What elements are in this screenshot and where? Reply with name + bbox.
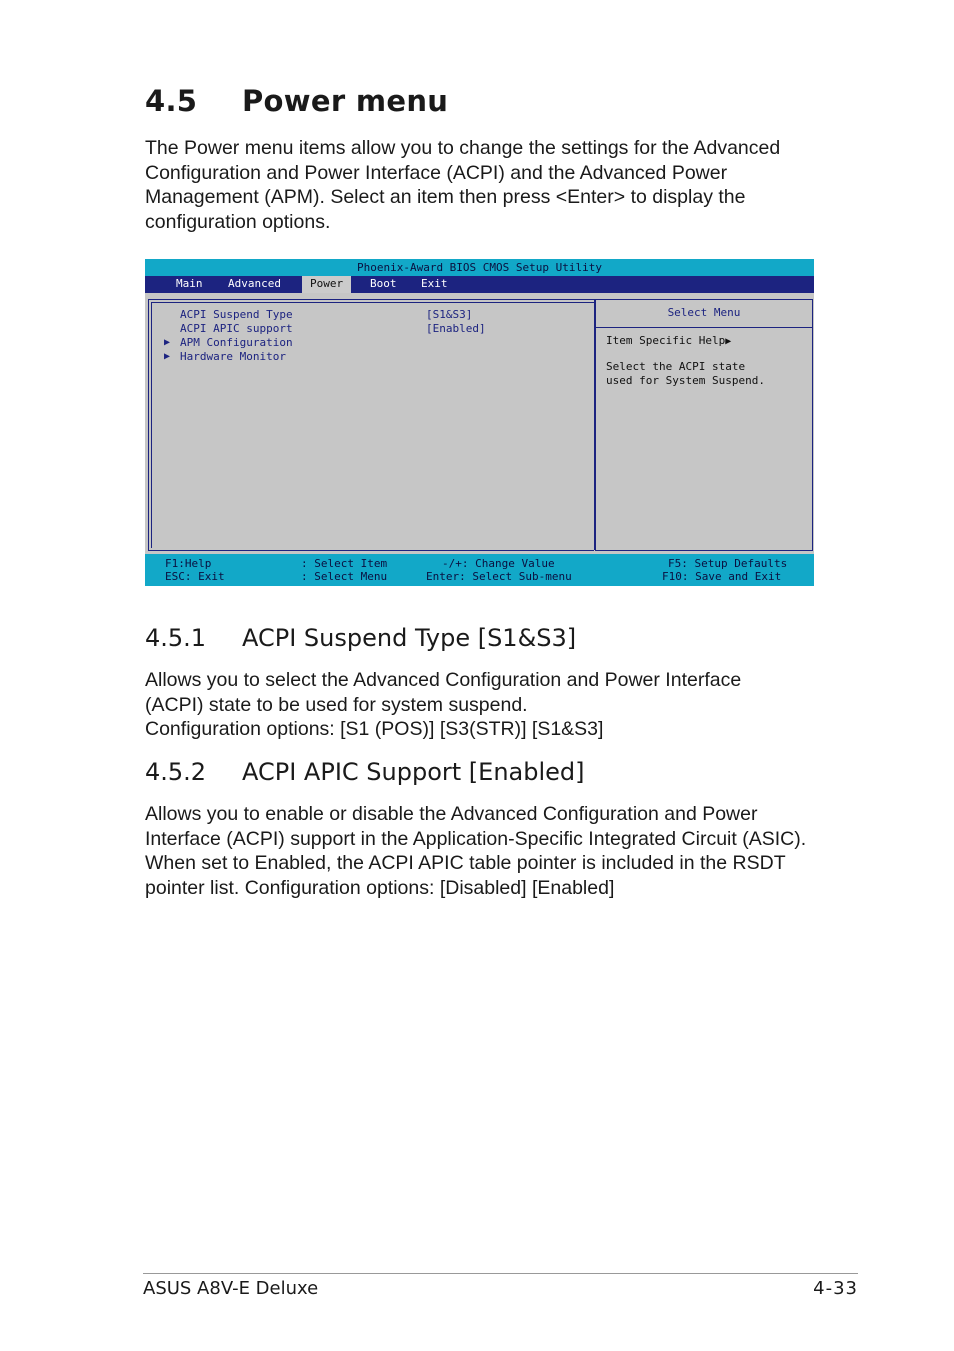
footer-rule: [143, 1273, 858, 1274]
bios-select-menu-label: Select Menu: [596, 300, 812, 328]
bios-title-bar: Phoenix-Award BIOS CMOS Setup Utility: [145, 259, 814, 276]
bios-help-title: [606, 334, 731, 349]
bios-help-title-text: Item Specific Help: [606, 334, 726, 347]
bios-help-text: Select the ACPI state used for System Suspend.: [606, 360, 765, 387]
bios-footer: [145, 554, 814, 586]
footer-f1-help: F1:Help: [165, 557, 212, 570]
submenu-arrow-icon: ▶: [164, 337, 171, 348]
intro-paragraph: The Power menu items allow you to change the settings for the Advanced Configuration and Power Interface (ACPI) and the Advanced Power Management (APM). Select an item then press <Enter> to display the configuration options.: [145, 137, 781, 233]
submenu-arrow-icon: ▶: [164, 351, 171, 362]
subsection-title: ACPI Suspend Type [S1&S3]: [242, 624, 577, 652]
footer-select-submenu: Enter: Select Sub-menu: [426, 570, 572, 583]
bios-item-label: APM Configuration: [180, 336, 293, 349]
bios-menu-boot[interactable]: Boot: [370, 277, 397, 290]
acpi-apic-description: Allows you to enable or disable the Advanced Configuration and Power Interface (ACPI) support in the Application-Specific Integrated Circuit (ASIC). When set to Enabled, the ACPI APIC table pointer is included in the RSDT pointer list. Configuration options: [Disabled] [Enabled]: [145, 803, 807, 899]
bios-value-acpi-suspend-type[interactable]: [S1&S3]: [426, 308, 473, 321]
bios-item-acpi-apic-support[interactable]: ACPI APIC support: [180, 322, 293, 335]
subsection-heading-acpi-suspend: [145, 624, 576, 652]
subsection-number: 4.5.1: [145, 624, 207, 652]
subsection-number: 4.5.2: [145, 758, 207, 786]
footer-setup-defaults: F5: Setup Defaults: [668, 557, 788, 570]
acpi-suspend-options: Configuration options: [S1 (POS)] [S3(STR)] [S1&S3]: [145, 718, 604, 740]
footer-change-value: -/+: Change Value: [442, 557, 555, 570]
bios-item-acpi-suspend-type[interactable]: ACPI Suspend Type: [180, 308, 293, 321]
bios-value-acpi-apic-support[interactable]: [Enabled]: [426, 322, 486, 335]
subsection-heading-acpi-apic: [145, 758, 585, 786]
help-arrow-icon: ▶: [725, 336, 732, 347]
bios-menu-main[interactable]: Main: [176, 277, 203, 290]
bios-menu-advanced[interactable]: Advanced: [228, 277, 281, 290]
footer-page-number: 4-33: [813, 1278, 858, 1299]
footer-product-name: ASUS A8V-E Deluxe: [143, 1278, 319, 1299]
bios-screenshot: [145, 259, 814, 586]
subsection-title: ACPI APIC Support [Enabled]: [242, 758, 585, 786]
bios-menu-bar: [145, 276, 814, 293]
bios-item-hardware-monitor[interactable]: [164, 350, 286, 364]
footer-select-menu: : Select Menu: [301, 570, 388, 583]
footer-esc-exit: ESC: Exit: [165, 570, 225, 583]
bios-item-label: Hardware Monitor: [180, 350, 286, 363]
section-number: 4.5: [145, 84, 198, 118]
section-title: Power menu: [242, 84, 449, 118]
acpi-suspend-description: Allows you to select the Advanced Configuration and Power Interface (ACPI) state to be used for system suspend.: [145, 669, 742, 716]
section-heading: [145, 84, 448, 118]
bios-menu-exit[interactable]: Exit: [421, 277, 448, 290]
footer-select-item: : Select Item: [301, 557, 388, 570]
bios-menu-power[interactable]: Power: [302, 276, 351, 293]
bios-item-apm-configuration[interactable]: [164, 336, 293, 350]
footer-save-exit: F10: Save and Exit: [662, 570, 782, 583]
